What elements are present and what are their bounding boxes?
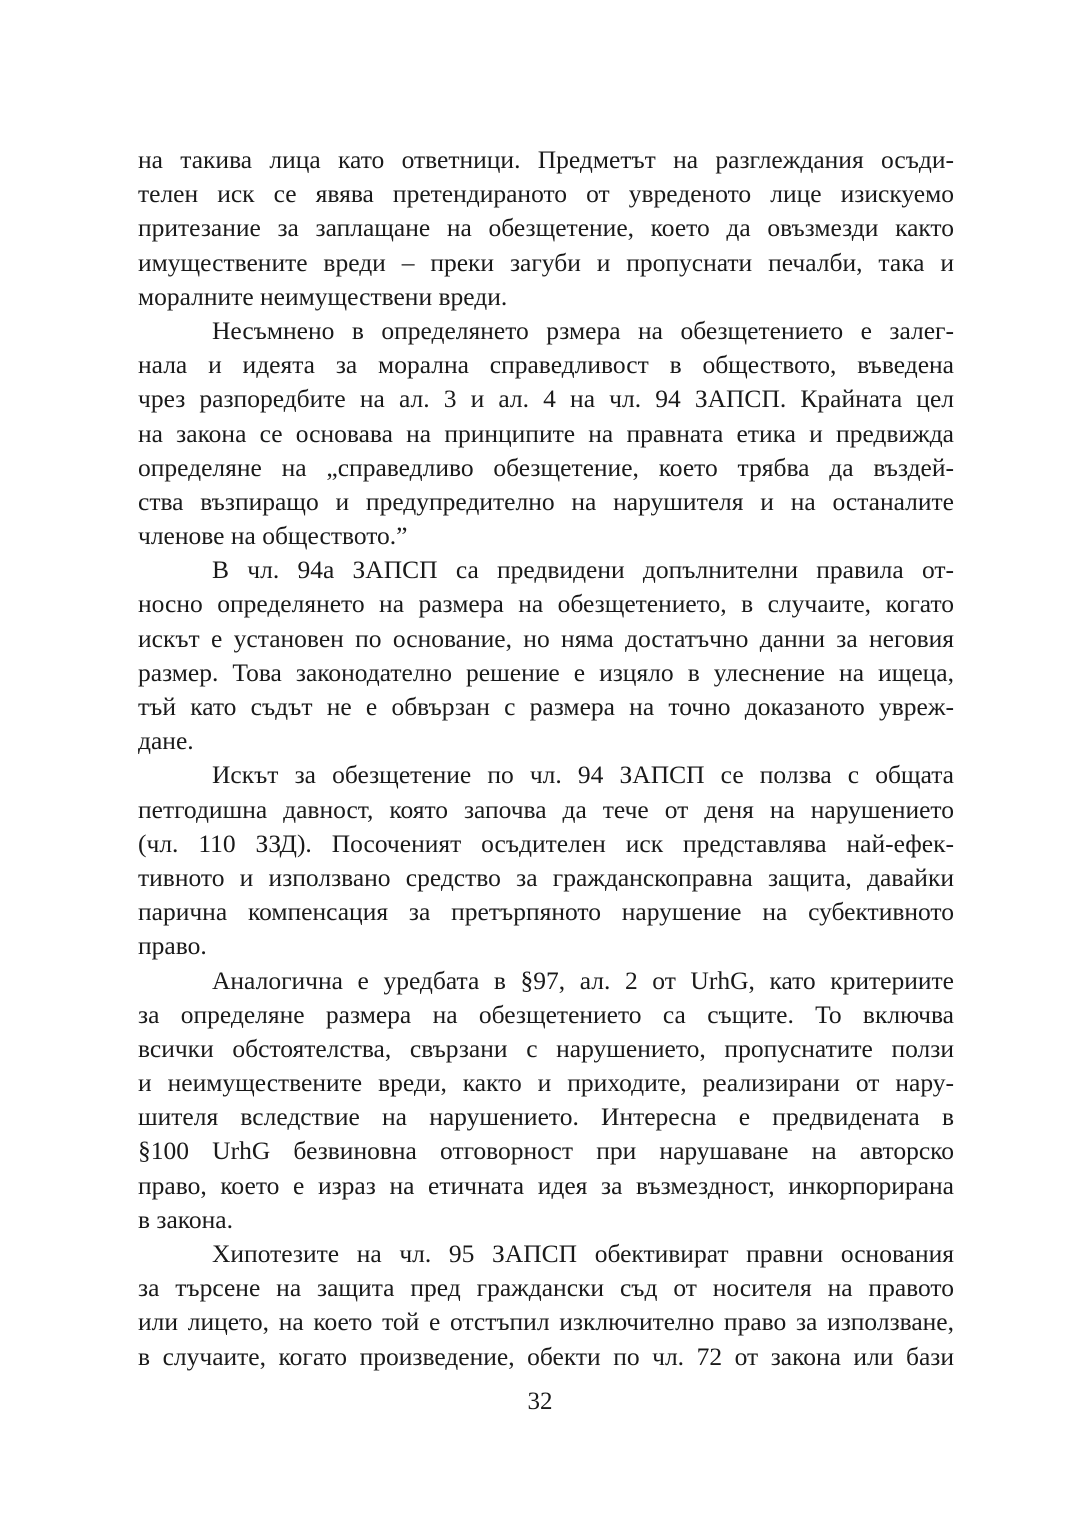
text-line: парична компенсация за претърпяното нарушение на субективното: [138, 897, 954, 927]
text-line: искът е установен по основание, но няма достатъчно данни за неговия: [138, 623, 954, 653]
text-line: чрез разпоредбите на ал. 3 и ал. 4 на чл. 94 ЗАПСП. Крайната цел: [138, 384, 954, 414]
text-line: Хипотезите на чл. 95 ЗАПСП обективират правни основания: [212, 1239, 954, 1268]
paragraph: [138, 758, 954, 963]
text-line: в случаите, когато произведение, обекти по чл. 72 от закона или бази: [138, 1341, 954, 1371]
text-line: носно определянето на размера на обезщетението, в случаите, когато: [138, 589, 954, 619]
text-line: или лицето, на което той е отстъпил изключително право за използване,: [138, 1307, 954, 1337]
paragraph: [138, 314, 954, 553]
text-line: моралните неимуществени вреди.: [138, 281, 508, 311]
text-line: право.: [138, 931, 207, 961]
text-line: шителя вследствие на нарушението. Интересна е предвидената в: [138, 1102, 954, 1132]
text-line: Аналогична е уредбата в §97, ал. 2 от UrhG, като критериите: [212, 965, 954, 995]
text-line: В чл. 94а ЗАПСП са предвидени допълнителни правила от-: [212, 555, 954, 585]
text-line: на такива лица като ответници. Предметът на разглеждания осъди-: [138, 145, 954, 174]
text-line: определяне на „справедливо обезщетение, което трябва да въздей-: [138, 452, 954, 482]
paragraph: [138, 1237, 954, 1374]
text-line: за определяне размера на обезщетението са същите. То включва: [138, 999, 954, 1029]
text-line: притезание за заплащане на обезщетение, което да овъзмезди както: [138, 213, 954, 243]
page-number: 32: [527, 1388, 553, 1415]
text-line: петгодишна давност, която започва да тече от деня на нарушението: [138, 794, 954, 824]
paragraph: [138, 143, 954, 314]
text-line: нала и идеята за морална справедливост в обществото, въведена: [138, 350, 954, 380]
paragraph: [138, 964, 954, 1238]
text-line: в закона.: [138, 1204, 233, 1234]
text-line: Искът за обезщетение по чл. 94 ЗАПСП се ползва с общата: [212, 760, 954, 790]
text-line: тъй като съдът не е обвързан с размера на точно доказаното увреж-: [138, 692, 954, 721]
text-line: телен иск се явява претендираното от увреденото лице изискуемо: [138, 179, 954, 209]
text-line: тивното и използвано средство за гражданскоправна защита, давайки: [138, 862, 954, 892]
text-line: §100 UrhG безвиновна отговорност при нарушаване на авторско: [138, 1136, 954, 1166]
text-line: всички обстоятелства, свързани с нарушението, пропуснатите ползи: [138, 1033, 954, 1063]
text-line: и неимуществените вреди, както и приходите, реализирани от нару-: [138, 1068, 954, 1098]
text-line: членове на обществото.”: [138, 521, 408, 551]
text-line: за търсене на защита пред граждански съд от носителя на правото: [138, 1273, 954, 1303]
text-line: ства възпиращо и предупредително на нарушителя и на останалите: [138, 486, 954, 516]
text-line: размер. Това законодателно решение е изцяло в улеснение на ищеца,: [138, 657, 954, 687]
text-line: право, което е израз на етичната идея за възмездност, инкорпорирана: [138, 1170, 954, 1200]
text-line: дане.: [138, 726, 194, 756]
text-line: Несъмнено в определянето рзмера на обезщетението е залег-: [212, 315, 954, 345]
text-line: имуществените вреди – преки загуби и пропуснати печалби, така и: [138, 247, 954, 277]
body-text: [138, 143, 954, 1374]
text-line: на закона се основава на принципите на правната етика и предвижда: [138, 418, 954, 448]
paragraph: [138, 553, 954, 758]
text-line: (чл. 110 ЗЗД). Посоченият осъдителен иск представлява най-ефек-: [138, 828, 954, 858]
